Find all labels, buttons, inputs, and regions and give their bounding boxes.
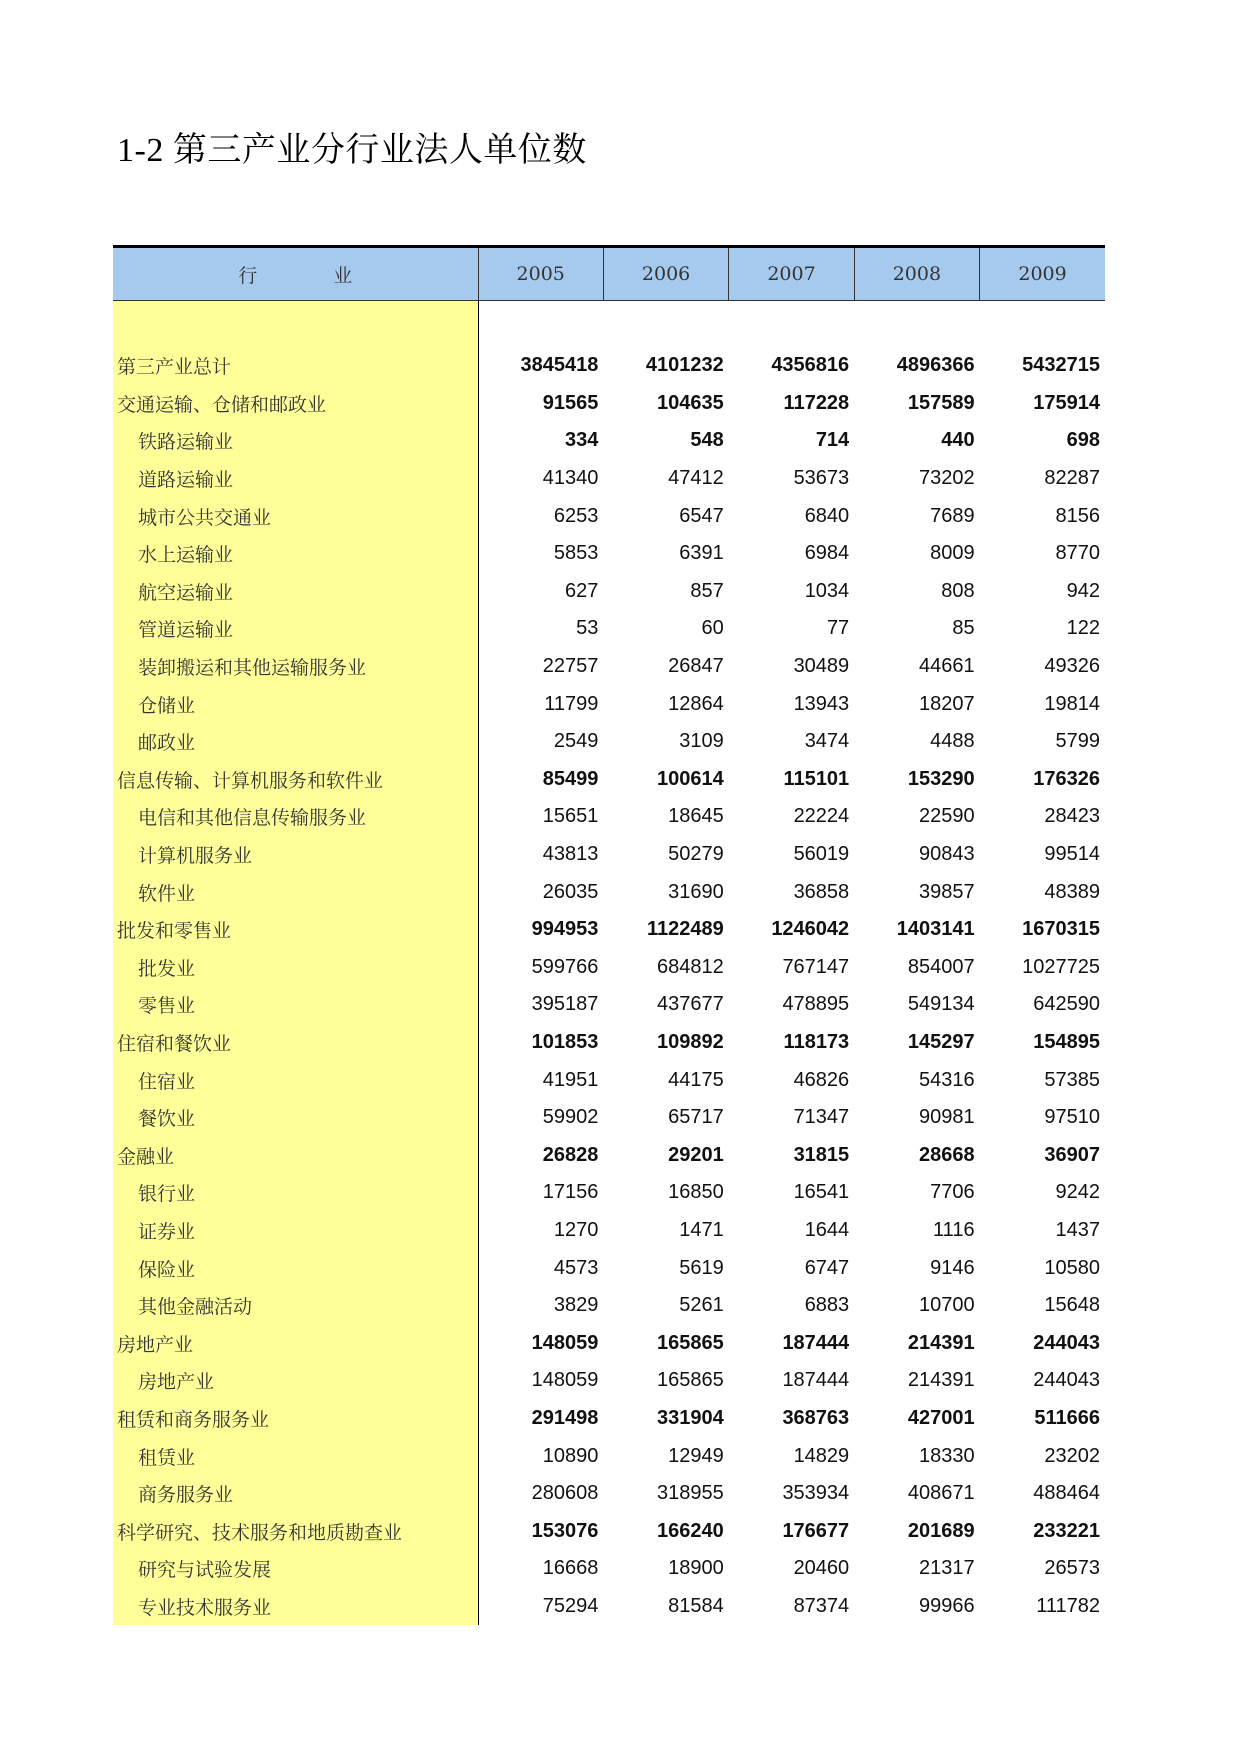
value-cell: 176677 (782, 1519, 850, 1542)
value-cell: 85499 (542, 767, 599, 790)
table-row (113, 723, 1105, 761)
value-cell: 26573 (1044, 1557, 1100, 1580)
value-cell: 1670315 (1022, 918, 1100, 941)
value-cell: 99514 (1044, 843, 1100, 866)
value-cell: 698 (1066, 429, 1100, 452)
value-cell: 15651 (542, 805, 599, 828)
value-cell: 440 (941, 429, 975, 452)
value-cell: 5261 (679, 1294, 724, 1317)
value-cell: 50279 (668, 843, 724, 866)
value-cell: 31690 (668, 880, 724, 903)
value-cell: 153290 (907, 767, 975, 790)
value-cell: 187444 (782, 1369, 850, 1392)
industry-label: 零售业 (113, 986, 478, 1024)
value-cell: 6547 (679, 504, 724, 527)
spacer-row (113, 301, 1105, 348)
table-row (113, 1437, 1105, 1475)
value-cell: 318955 (657, 1482, 724, 1505)
header-year: 2005 (478, 248, 603, 301)
table-row (113, 1249, 1105, 1287)
value-cell: 90981 (918, 1106, 975, 1129)
value-cell: 16541 (793, 1181, 850, 1204)
value-cell: 17156 (542, 1181, 599, 1204)
industry-label: 证券业 (113, 1212, 478, 1250)
table-row (113, 1588, 1105, 1626)
value-cell: 7689 (930, 504, 975, 527)
value-cell: 53 (576, 617, 599, 640)
table-row (113, 986, 1105, 1024)
value-cell: 49326 (1044, 655, 1100, 678)
value-cell: 77 (826, 617, 850, 640)
value-cell: 5853 (553, 542, 599, 565)
value-cell: 122 (1066, 617, 1100, 640)
table-row (113, 460, 1105, 498)
industry-label: 道路运输业 (113, 460, 478, 498)
value-cell: 1644 (804, 1218, 850, 1241)
table-row (113, 1512, 1105, 1550)
value-cell: 148059 (531, 1369, 599, 1392)
industry-label: 装卸搬运和其他运输服务业 (113, 648, 478, 686)
table-row (113, 798, 1105, 836)
value-cell: 187444 (782, 1331, 850, 1354)
value-cell: 808 (941, 579, 975, 602)
value-cell: 511666 (1034, 1406, 1100, 1429)
value-cell: 18645 (668, 805, 724, 828)
value-cell: 41951 (542, 1068, 599, 1091)
value-cell: 31815 (793, 1143, 850, 1166)
header-year: 2008 (854, 248, 979, 301)
value-cell: 46826 (793, 1068, 850, 1091)
value-cell: 26828 (542, 1143, 599, 1166)
value-cell: 1437 (1055, 1218, 1100, 1241)
value-cell: 334 (565, 429, 599, 452)
table-row (113, 1324, 1105, 1362)
value-cell: 104635 (657, 391, 724, 414)
value-cell: 118173 (783, 1030, 850, 1053)
industry-label: 科学研究、技术服务和地质勘查业 (113, 1512, 478, 1550)
industry-label: 信息传输、计算机服务和软件业 (113, 761, 478, 799)
value-cell: 73202 (918, 467, 975, 490)
industry-label: 住宿业 (113, 1061, 478, 1099)
industry-label: 批发和零售业 (113, 911, 478, 949)
value-cell: 3474 (804, 730, 850, 753)
value-cell: 6747 (804, 1256, 850, 1279)
table-row (113, 949, 1105, 987)
industry-label: 软件业 (113, 873, 478, 911)
value-cell: 22224 (793, 805, 850, 828)
value-cell: 1122489 (647, 918, 724, 941)
value-cell: 26847 (668, 655, 724, 678)
value-cell: 4101232 (645, 354, 724, 377)
value-cell: 3845418 (520, 354, 599, 377)
industry-label: 住宿和餐饮业 (113, 1024, 478, 1062)
value-cell: 65717 (668, 1106, 724, 1129)
table-row (113, 836, 1105, 874)
value-cell: 14829 (793, 1444, 850, 1467)
table-row (113, 648, 1105, 686)
value-cell: 82287 (1044, 467, 1100, 490)
value-cell: 60 (701, 617, 724, 640)
industry-label: 水上运输业 (113, 535, 478, 573)
industry-label: 仓储业 (113, 685, 478, 723)
value-cell: 854007 (907, 955, 975, 978)
value-cell: 90843 (918, 843, 975, 866)
table-row (113, 1287, 1105, 1325)
table-row (113, 1174, 1105, 1212)
value-cell: 56019 (793, 843, 850, 866)
value-cell: 18207 (918, 692, 975, 715)
value-cell: 30489 (793, 655, 850, 678)
value-cell: 11799 (544, 692, 599, 715)
value-cell: 87374 (793, 1594, 850, 1617)
table-row (113, 1550, 1105, 1588)
value-cell: 1116 (933, 1218, 975, 1241)
value-cell: 1027725 (1022, 955, 1100, 978)
value-cell: 244043 (1033, 1331, 1100, 1354)
industry-label: 保险业 (113, 1249, 478, 1287)
value-cell: 22590 (918, 805, 975, 828)
value-cell: 91565 (542, 391, 599, 414)
table-row (113, 873, 1105, 911)
table-row (113, 610, 1105, 648)
value-cell: 549134 (907, 993, 975, 1016)
industry-label: 管道运输业 (113, 610, 478, 648)
value-cell: 29201 (668, 1143, 724, 1166)
value-cell: 291498 (531, 1406, 599, 1429)
value-cell: 157589 (907, 391, 975, 414)
value-cell: 59902 (542, 1106, 599, 1129)
value-cell: 145297 (907, 1030, 975, 1053)
table-row (113, 761, 1105, 799)
value-cell: 4896366 (896, 354, 975, 377)
value-cell: 153076 (531, 1519, 599, 1542)
table-row (113, 1061, 1105, 1099)
value-cell: 4573 (553, 1256, 599, 1279)
value-cell: 12864 (668, 692, 724, 715)
value-cell: 6984 (804, 542, 850, 565)
value-cell: 39857 (918, 880, 975, 903)
value-cell: 1034 (804, 579, 850, 602)
industry-label: 交通运输、仓储和邮政业 (113, 385, 478, 423)
value-cell: 548 (690, 429, 724, 452)
header-year: 2007 (729, 248, 854, 301)
value-cell: 81584 (668, 1594, 724, 1617)
value-cell: 3109 (679, 730, 724, 753)
value-cell: 13943 (793, 692, 850, 715)
value-cell: 54316 (918, 1068, 975, 1091)
value-cell: 9242 (1055, 1181, 1100, 1204)
value-cell: 280608 (531, 1482, 599, 1505)
value-cell: 57385 (1044, 1068, 1100, 1091)
value-cell: 1270 (553, 1218, 599, 1241)
table-row (113, 1400, 1105, 1438)
value-cell: 942 (1066, 579, 1100, 602)
industry-label: 其他金融活动 (113, 1287, 478, 1325)
value-cell: 9146 (930, 1256, 975, 1279)
table-row (113, 685, 1105, 723)
table-row (113, 422, 1105, 460)
value-cell: 368763 (782, 1406, 850, 1429)
industry-label: 租赁业 (113, 1437, 478, 1475)
industry-label: 房地产业 (113, 1324, 478, 1362)
value-cell: 20460 (793, 1557, 850, 1580)
table-row (113, 1212, 1105, 1250)
value-cell: 8009 (930, 542, 975, 565)
value-cell: 23202 (1044, 1444, 1100, 1467)
value-cell: 244043 (1033, 1369, 1100, 1392)
value-cell: 437677 (657, 993, 724, 1016)
industry-label: 第三产业总计 (113, 347, 478, 385)
value-cell: 8770 (1055, 542, 1100, 565)
value-cell: 6391 (679, 542, 724, 565)
statistics-table-container (113, 245, 1105, 1625)
value-cell: 26035 (542, 880, 599, 903)
value-cell: 36858 (793, 880, 850, 903)
value-cell: 154895 (1033, 1030, 1100, 1053)
value-cell: 165865 (657, 1331, 724, 1354)
value-cell: 18330 (918, 1444, 975, 1467)
industry-label: 航空运输业 (113, 573, 478, 611)
value-cell: 478895 (782, 993, 850, 1016)
value-cell: 36907 (1044, 1143, 1100, 1166)
value-cell: 28423 (1044, 805, 1100, 828)
value-cell: 427001 (907, 1406, 975, 1429)
table-row (113, 573, 1105, 611)
value-cell: 214391 (907, 1369, 975, 1392)
value-cell: 4488 (930, 730, 975, 753)
table-row (113, 497, 1105, 535)
value-cell: 331904 (657, 1406, 724, 1429)
value-cell: 16668 (542, 1557, 599, 1580)
value-cell: 97510 (1044, 1106, 1100, 1129)
industry-label: 房地产业 (113, 1362, 478, 1400)
value-cell: 10890 (542, 1444, 599, 1467)
value-cell: 6883 (804, 1294, 850, 1317)
value-cell: 10580 (1044, 1256, 1100, 1279)
table-row (113, 1136, 1105, 1174)
value-cell: 43813 (542, 843, 599, 866)
value-cell: 109892 (657, 1030, 724, 1053)
value-cell: 175914 (1033, 391, 1100, 414)
industry-label: 金融业 (113, 1136, 478, 1174)
value-cell: 3829 (553, 1294, 599, 1317)
table-row (113, 1475, 1105, 1513)
industry-label: 城市公共交通业 (113, 497, 478, 535)
header-year: 2006 (603, 248, 728, 301)
header-industry: 行业 (113, 248, 478, 301)
value-cell: 599766 (531, 955, 599, 978)
value-cell: 85 (952, 617, 975, 640)
value-cell: 165865 (657, 1369, 724, 1392)
table-row (113, 535, 1105, 573)
value-cell: 233221 (1033, 1519, 1100, 1542)
value-cell: 53673 (793, 467, 850, 490)
value-cell: 627 (565, 579, 599, 602)
value-cell: 41340 (542, 467, 599, 490)
table-row (113, 1099, 1105, 1137)
value-cell: 117228 (783, 391, 850, 414)
value-cell: 166240 (657, 1519, 724, 1542)
value-cell: 16850 (668, 1181, 724, 1204)
value-cell: 488464 (1033, 1482, 1100, 1505)
value-cell: 44175 (668, 1068, 724, 1091)
industry-label: 专业技术服务业 (113, 1588, 478, 1626)
value-cell: 5619 (679, 1256, 724, 1279)
value-cell: 7706 (930, 1181, 975, 1204)
value-cell: 353934 (782, 1482, 850, 1505)
value-cell: 767147 (782, 955, 850, 978)
value-cell: 684812 (657, 955, 724, 978)
industry-label: 租赁和商务服务业 (113, 1400, 478, 1438)
value-cell: 8156 (1055, 504, 1100, 527)
value-cell: 2549 (553, 730, 599, 753)
value-cell: 994953 (531, 918, 599, 941)
value-cell: 395187 (531, 993, 599, 1016)
value-cell: 100614 (657, 767, 724, 790)
value-cell: 214391 (907, 1331, 975, 1354)
value-cell: 12949 (668, 1444, 724, 1467)
industry-label: 电信和其他信息传输服务业 (113, 798, 478, 836)
value-cell: 5432715 (1022, 354, 1100, 377)
value-cell: 101853 (531, 1030, 599, 1053)
table-row (113, 1362, 1105, 1400)
table-row (113, 1024, 1105, 1062)
industry-label: 研究与试验发展 (113, 1550, 478, 1588)
statistics-table (113, 248, 1105, 1625)
value-cell: 111782 (1036, 1594, 1100, 1617)
value-cell: 201689 (907, 1519, 975, 1542)
industry-label: 银行业 (113, 1174, 478, 1212)
value-cell: 1471 (679, 1218, 724, 1241)
header-row (113, 248, 1105, 301)
value-cell: 15648 (1044, 1294, 1100, 1317)
industry-label: 邮政业 (113, 723, 478, 761)
value-cell: 47412 (668, 467, 724, 490)
value-cell: 408671 (907, 1482, 975, 1505)
industry-label: 餐饮业 (113, 1099, 478, 1137)
table-row (113, 385, 1105, 423)
value-cell: 1403141 (896, 918, 975, 941)
value-cell: 115101 (783, 767, 850, 790)
value-cell: 1246042 (771, 918, 850, 941)
value-cell: 19814 (1044, 692, 1100, 715)
value-cell: 22757 (542, 655, 599, 678)
value-cell: 99966 (918, 1594, 975, 1617)
value-cell: 148059 (531, 1331, 599, 1354)
value-cell: 44661 (918, 655, 975, 678)
value-cell: 28668 (918, 1143, 975, 1166)
industry-label: 铁路运输业 (113, 422, 478, 460)
value-cell: 71347 (793, 1106, 850, 1129)
value-cell: 4356816 (771, 354, 850, 377)
value-cell: 6253 (553, 504, 599, 527)
header-year: 2009 (980, 248, 1105, 301)
table-row (113, 347, 1105, 385)
value-cell: 21317 (918, 1557, 975, 1580)
industry-label: 批发业 (113, 949, 478, 987)
value-cell: 75294 (542, 1594, 599, 1617)
value-cell: 10700 (918, 1294, 975, 1317)
value-cell: 5799 (1055, 730, 1100, 753)
value-cell: 48389 (1044, 880, 1100, 903)
industry-label: 计算机服务业 (113, 836, 478, 874)
value-cell: 857 (690, 579, 724, 602)
value-cell: 6840 (804, 504, 850, 527)
value-cell: 176326 (1033, 767, 1100, 790)
value-cell: 642590 (1033, 993, 1100, 1016)
value-cell: 714 (815, 429, 850, 452)
table-row (113, 911, 1105, 949)
value-cell: 18900 (668, 1557, 724, 1580)
industry-label: 商务服务业 (113, 1475, 478, 1513)
page-title: 1-2 第三产业分行业法人单位数 (117, 132, 587, 169)
